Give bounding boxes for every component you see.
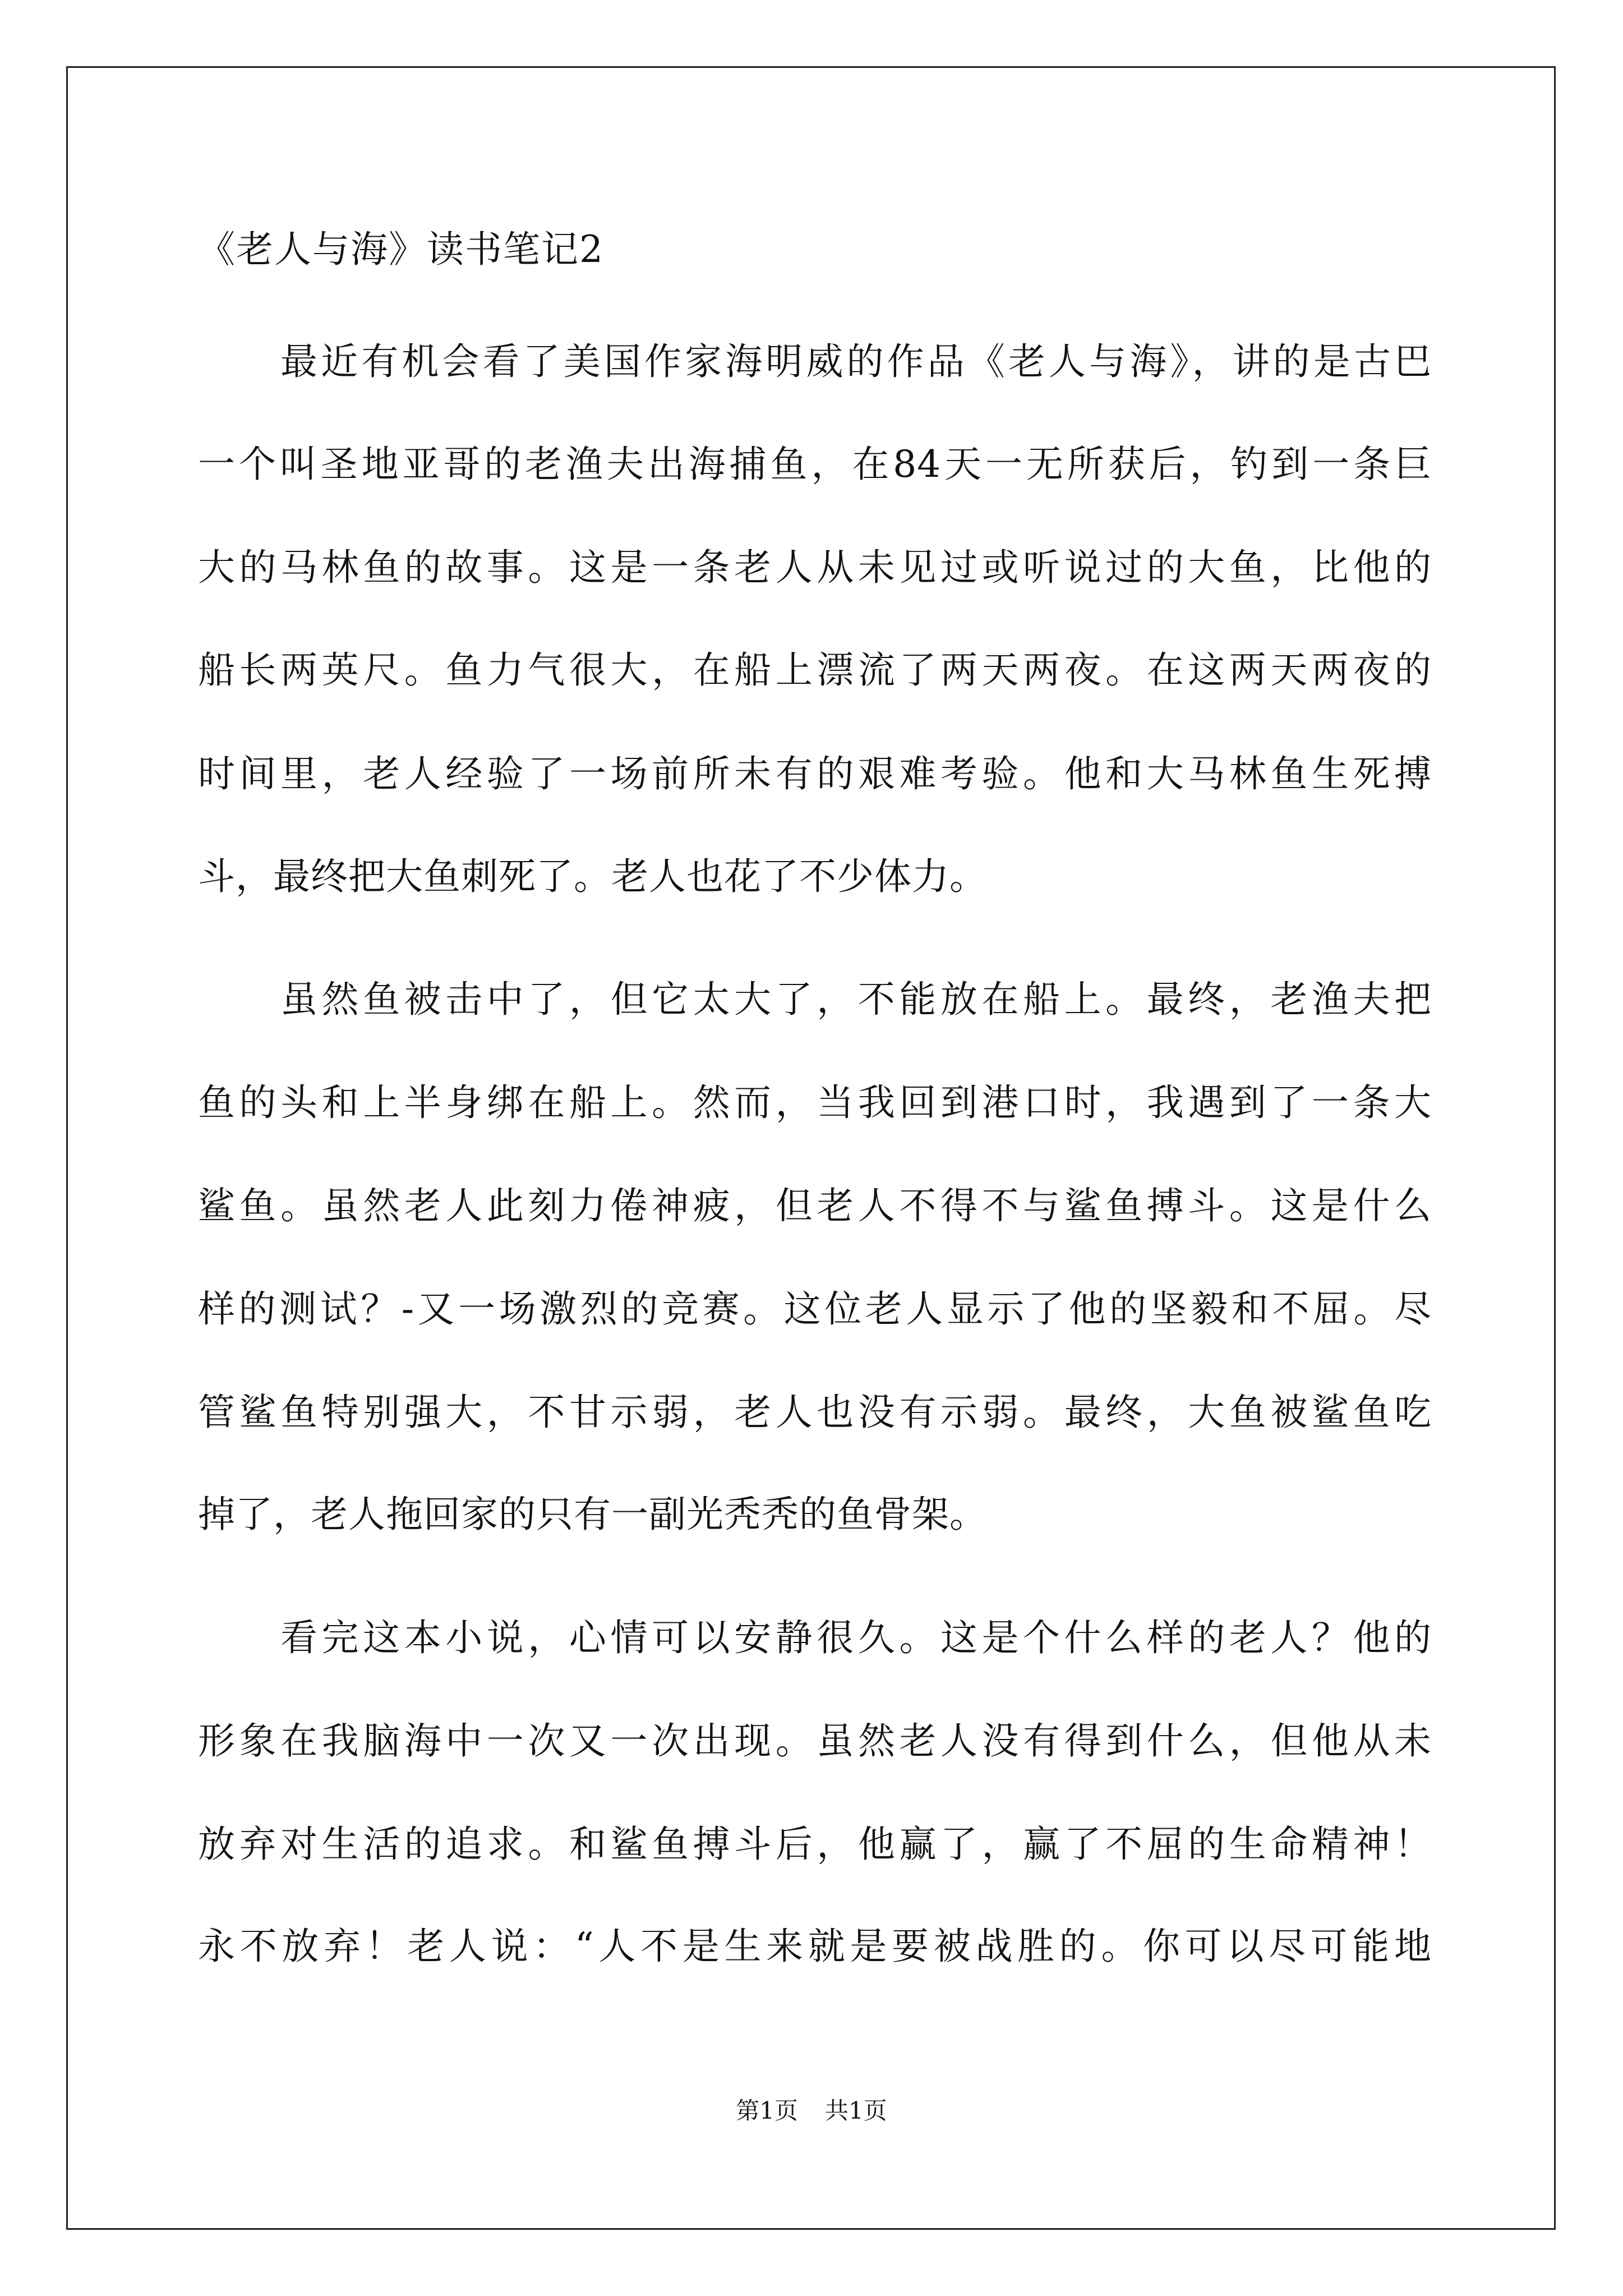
paragraph-1-line-5: 时间里，老人经验了一场前所未有的艰难考验。他和大马林鱼生死搏 — [198, 752, 1432, 795]
page-border — [66, 66, 1556, 2230]
paragraph-3-line-2: 形象在我脑海中一次又一次出现。虽然老人没有得到什么，但他从未 — [198, 1719, 1432, 1763]
paragraph-1-line-4: 船长两英尺。鱼力气很大，在船上漂流了两天两夜。在这两天两夜的 — [198, 648, 1432, 692]
paragraph-2-line-2: 鱼的头和上半身绑在船上。然而，当我回到港口时，我遇到了一条大 — [198, 1081, 1432, 1124]
page-number: 第1页 — [736, 2097, 798, 2124]
paragraph-1-line-6: 斗，最终把大鱼刺死了。老人也花了不少体力。 — [198, 855, 987, 898]
paragraph-1-line-2: 一个叫圣地亚哥的老渔夫出海捕鱼，在84天一无所获后，钓到一条巨 — [198, 443, 1432, 486]
paragraph-2-line-1: 虽然鱼被击中了，但它太大了，不能放在船上。最终，老渔夫把 — [280, 978, 1432, 1021]
paragraph-2-line-6: 掉了，老人拖回家的只有一副光秃秃的鱼骨架。 — [198, 1493, 987, 1536]
page-total: 共1页 — [825, 2097, 887, 2124]
paragraph-3-line-3: 放弃对生活的追求。和鲨鱼搏斗后，他赢了，赢了不屈的生命精神！ — [198, 1823, 1432, 1866]
paragraph-3-line-1: 看完这本小说，心情可以安静很久。这是个什么样的老人？他的 — [280, 1616, 1432, 1659]
paragraph-1-line-1: 最近有机会看了美国作家海明威的作品《老人与海》，讲的是古巴 — [280, 340, 1432, 383]
page-footer — [0, 2097, 1623, 2125]
paragraph-3-line-4: 永不放弃！老人说：“人不是生来就是要被战胜的。你可以尽可能地 — [198, 1925, 1432, 1968]
paragraph-2-line-3: 鲨鱼。虽然老人此刻力倦神疲，但老人不得不与鲨鱼搏斗。这是什么 — [198, 1184, 1432, 1227]
paragraph-1-line-3: 大的马林鱼的故事。这是一条老人从未见过或听说过的大鱼，比他的 — [198, 546, 1432, 589]
paragraph-2-line-4: 样的测试？-又一场激烈的竞赛。这位老人显示了他的坚毅和不屈。尽 — [198, 1287, 1432, 1331]
document-title: 《老人与海》读书笔记2 — [198, 228, 604, 271]
paragraph-2-line-5: 管鲨鱼特别强大，不甘示弱，老人也没有示弱。最终，大鱼被鲨鱼吃 — [198, 1391, 1432, 1434]
